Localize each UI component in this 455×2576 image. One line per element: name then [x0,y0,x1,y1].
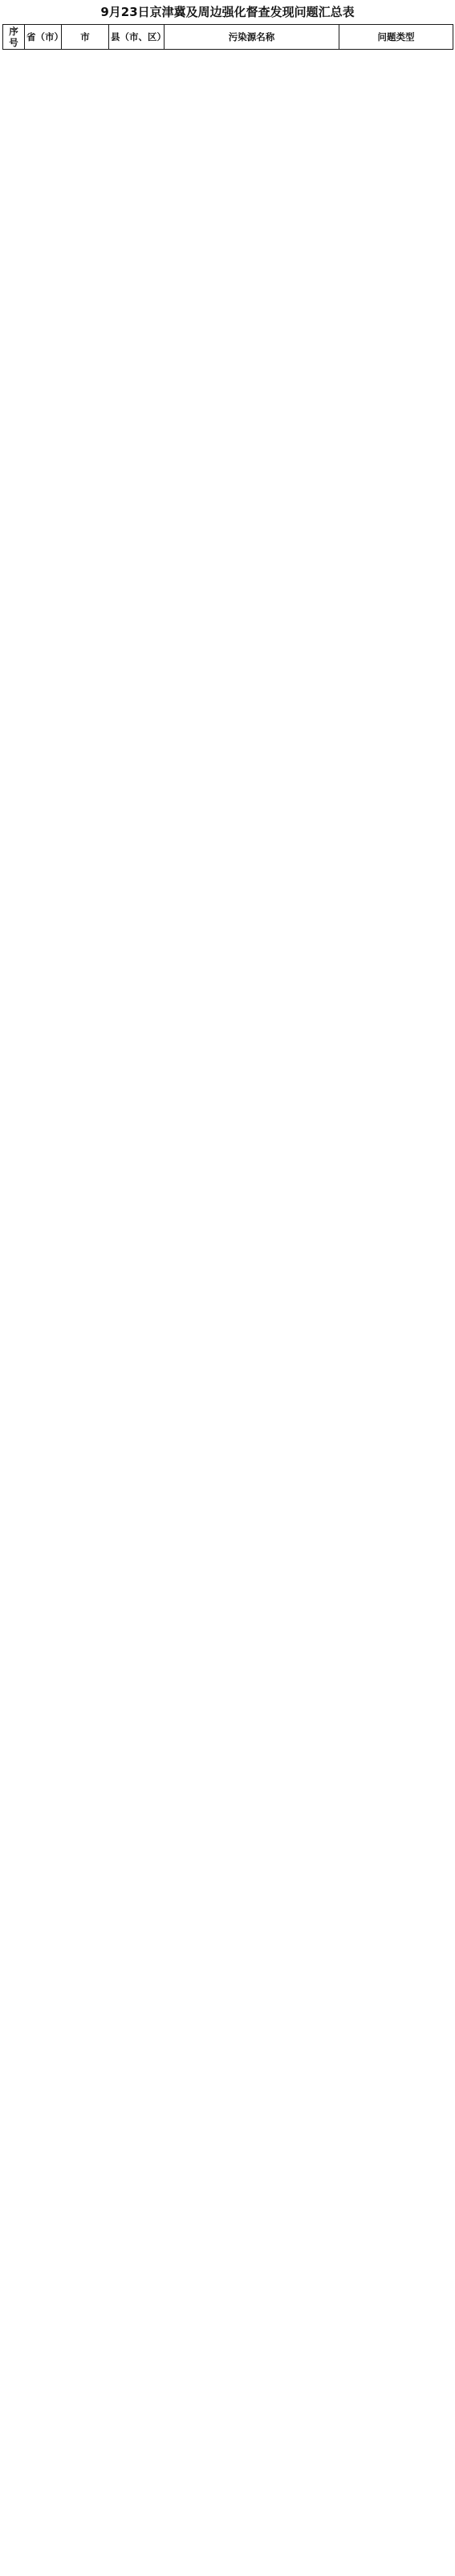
header-seq: 序号 [3,25,25,50]
header-county: 县（市、区） [109,25,165,50]
header-source: 污染源名称 [165,25,339,50]
inspection-summary-table [2,24,453,50]
table-header [3,25,453,50]
table-header-row [3,25,453,50]
document-title: 9月23日京津冀及周边强化督查发现问题汇总表 [100,5,355,19]
inspection-summary-table-wrap [2,24,453,50]
header-problem-type: 问题类型 [339,25,453,50]
header-province: 省（市） [25,25,62,50]
header-city: 市 [62,25,109,50]
